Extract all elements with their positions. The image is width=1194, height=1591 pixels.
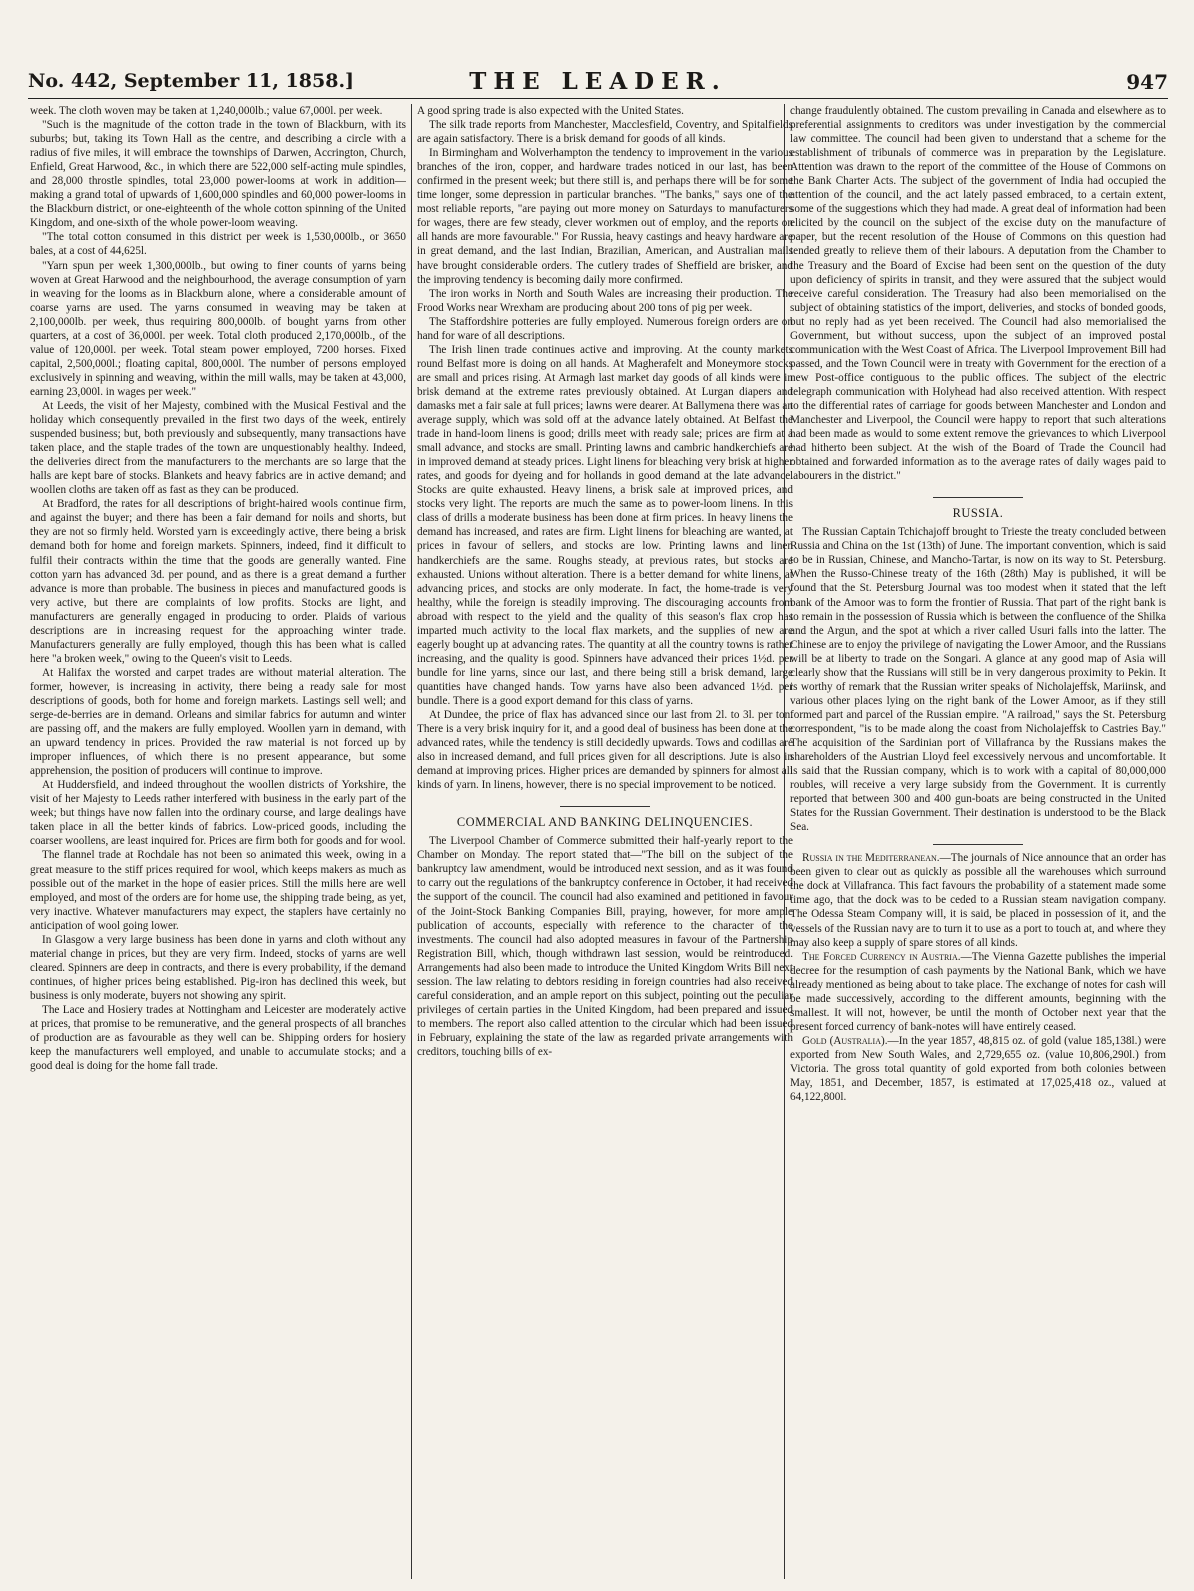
column-3 [790, 104, 1166, 1579]
paragraph: At Dundee, the price of flax has advanced since our last from 2l. to 3l. per ton. There is a very brisk inquiry for it, and a good deal of business has been done at the advanced rates, while the tendency is still decidedly upwards. Tows and codillas are also in increased demand, and full prices given for all descriptions. Jute is also in demand at improving prices. Higher prices are demanded by spinners for almost all kinds of yarn. In linens, however, there is no special improvement to be noticed. [417, 709, 793, 792]
section-rule [933, 497, 1023, 498]
paragraph: week. The cloth woven may be taken at 1,240,000lb.; value 67,000l. per week. [30, 105, 383, 117]
paper-title: THE LEADER. [469, 68, 727, 95]
paragraph: The silk trade reports from Manchester, Macclesfield, Coventry, and Spitalfields are again satisfactory. There is a brisk demand for goods of all kinds. [417, 119, 793, 146]
paragraph [790, 851, 1166, 949]
masthead [28, 70, 1168, 100]
paragraph: change fraudulently obtained. The custom prevailing in Canada and elsewhere as to preferential assignments to creditors was under investigation by the commercial law committee. The council had been given to understand that a scheme for the establishment of tribunals of commerce was in preparation by the Legislature. Attention was drawn to the report of the committee of the House of Commons on the Bank Charter Acts. The subject of the government of India had occupied the attention of the council, and the act lately passed embraced, to a certain extent, some of the suggestions which they had made. A great deal of information had been elicited by the council on the subject of the excise duty on the manufacture of paper, but the recent resolution of the House of Commons on this question had tended greatly to relieve them of their labours. A deputation from the Chamber to the Treasury and the Board of Excise had been sent on the question of the duty upon deficiency of spirits in transit, and they were assured that the subject would receive careful consideration. The Treasury had also been memorialised on the subject of obtaining statistics of the import, deliveries, and stocks of bonded goods, but no reply had as yet been received. The Council had also memorialised the Government, but without success, upon the subject of an improved postal communication with the West Coast of Africa. The Liverpool Improvement Bill had passed, and the Town Council were in treaty with Government for the erection of a new Post-office contiguous to the public offices. The subject of the electric telegraph communication with Holyhead had also received attention. With respect to the differential rates of carriage for goods between Manchester and London and Manchester and Liverpool, the Council were happy to report that such alterations had been made as would to some extent remove the grievances to which Liverpool had hitherto been subject. At the wish of the Board of Trade the Council had obtained and forwarded information as to the average rates of daily wages paid to labourers in the district." [790, 105, 1166, 483]
run-in-heading: Gold (Australia). [802, 1034, 888, 1047]
column-1 [30, 104, 406, 1579]
paragraph: At Huddersfield, and indeed throughout the woollen districts of Yorkshire, the visit of her Majesty to Leeds rather interfered with business in the early part of the week; but things have now fallen into the ordinary course, and large dealings have taken place in all the better kinds of fabrics. Low-priced goods, including the coarser woollens, are least inquired for. Prices are firm both for goods and for wool. [30, 779, 406, 848]
page-number: 947 [1126, 70, 1168, 94]
column-2 [417, 104, 793, 1579]
paragraph: At Bradford, the rates for all descriptions of bright-haired wools continue firm, and against the buyer; and there has been a fair demand for noils and shorts, but they are not so firmly held. Worsted yarn is exceedingly active, there being a brisk demand both for home and foreign markets. Spinners, indeed, find it difficult to fulfil their contracts within the time that the goods are generally wanted. Fine cotton yarn has advanced 3d. per pound, and as there is a great demand a further advance is more than probable. The business in pieces and manufactured goods is very active, but there are complaints of low profits. Stocks are light, and manufacturers are generally engaged in producing to order. Plaids of various descriptions are in increasing request for the approaching winter trade. Manufacturers generally are fully employed, though this has been what is called here "a broken week," owing to the Queen's visit to Leeds. [30, 498, 406, 665]
paragraph: The Russian Captain Tchichajoff brought to Trieste the treaty concluded between Russia and China on the 1st (13th) of June. The important convention, which is said to be in Russian, Chinese, and Mancho-Tartar, is now on its way to St. Petersburg. When the Russo-Chinese treaty of the 16th (28th) May is published, it will be found that the St. Petersburg Journal was too modest when it stated that the left bank of the Amoor was to form the frontier of Russia. That part of the right bank is to remain in the possession of Russia which is between the confluence of the Shilka and the Argun, and the spot at which a river called Usuri falls into the latter. The Chinese are to enjoy the privilege of navigating the Lower Amoor, and the Russians will be at liberty to trade on the Songari. A glance at any good map of Asia will clearly show that the Russians will still be in very dangerous proximity to Pekin. It is worthy of remark that the Russian writer speaks of Nicholajeffsk, Mariinsk, and various other places lying on the right bank of the Lower Amoor, as if they still formed part and parcel of the Russian empire. "A railroad," says the St. Petersburg correspondent, "is to be made along the coast from Nicholajeffsk to Castries Bay." The acquisition of the Sardinian port of Villafranca by the Russians makes the shareholders of the Austrian Lloyd feel excessively nervous and uncomfortable. It is said that the Russian company, which is to work with a capital of 80,000,000 roubles, will receive a very large subsidy from the Government. It is currently reported that between 300 and 400 gun-boats are being constructed in the United States for the Russian Government. Their destination is understood to be the Black Sea. [790, 526, 1166, 834]
issue-line: No. 442, September 11, 1858.] [28, 70, 355, 92]
section-rule [560, 806, 650, 807]
paragraph: In Birmingham and Wolverhampton the tendency to improvement in the various branches of the iron, copper, and hardware trades noticed in our last, has been confirmed in the present week; but there still is, and perhaps there will be for some time longer, some depression in particular branches. "The banks," says one of the most reliable reports, "are paying out more money on Saturdays to manufacturers for wages, there are few steady, clever workmen out of employ, and the reports on all hands are more favourable." For Russia, heavy castings and heavy hardware are in great demand, and the last Indian, Brazilian, American, and Australian mails have brought considerable orders. The cutlery trades of Sheffield are brisker, and the improving tendency is becoming daily more confirmed. [417, 147, 793, 286]
paragraph: The Liverpool Chamber of Commerce submitted their half-yearly report to the Chamber on Monday. The report stated that—"The bill on the subject of the bankruptcy law amendment, would be introduced next session, and as it was found to carry out the regulations of the bankruptcy conference in October, it had received the support of the council. The council had also examined and petitioned in favour of the Joint-Stock Banking Companies Bill, praying, however, for more ample publication of accounts, especially with reference to the character of the investments. The council had also adopted measures in favour of the Partnership Registration Bill, which, though withdrawn last session, would be reintroduced. Arrangements had also been made to introduce the United Kingdom Writs Bill next session. The law relating to debtors residing in foreign countries had also received careful consideration, and an ample report on this subject, pointing out the peculiar privileges of certain parties in the United Kingdom, had been prepared and issued to members. The report also called attention to the circular which had been issued in February, explaining the state of the law as regarded private arrangements with creditors, touching bills of ex- [417, 835, 793, 1058]
paragraph: The Irish linen trade continues active and improving. At the county markets round Belfast more is doing on all hands. At Magherafelt and Moneymore stocks are small and prices rising. At Armagh last market day goods of all kinds were in brisk demand at the extreme rates previously obtained. At Lurgan diapers and damasks met a fair sale at full prices; lawns were dearer. At Ballymena there was an average supply, which was sold off at the advance lately obtained. At Belfast the trade in hand-loom linens is good; drills meet with ready sale; prices are firm at a small advance, and stocks are small. Printing lawns and cambric handkerchiefs are in improved demand at steady prices. Light linens for bleaching very brisk at higher rates, and goods for dyeing and for hollands in good demand at the late advance. Stocks are quite exhausted. Heavy linens, a brisk sale at improved prices, and stocks very light. The reports are much the same as to power-loom linens. In this class of drills a moderate business has been done at firm prices. In heavy linens the demand has increased, and rates are firm. Light linens for bleaching are wanted, at prices in favour of sellers, and stocks are low. Printing lawns and linen handkerchiefs are the same. Roughs steady, at previous rates, but stocks are exhausted. Unions without alteration. There is a better demand for white linens, at advancing prices, and stocks are only moderate. In fact, the home-trade is very healthy, while the foreign is steadily improving. The discouraging accounts from abroad with respect to the yield and the quality of this season's flax crop has imparted much activity to the local flax markets, and the supplies of new are eagerly bought up at advancing rates. The quantity at all the country towns is rather increasing, and the quality is good. Spinners have advanced their prices 1½d. per bundle for line yarns, since our last, and there being still a brisk demand, large quantities have changed hands. Tow yarns have also been advanced 1½d. per bundle. There is a good export demand for this class of yarns. [417, 343, 793, 707]
paragraph: At Halifax the worsted and carpet trades are without material alteration. The former, however, is increasing in activity, there being a ready sale for most descriptions of goods, both for home and foreign markets. Lastings sell well; and serge-de-berries are in demand. Orleans and similar fabrics for autumn and winter are passing off, and the makers are fully employed. Woollen yarn in demand, with an upward tendency in prices. Provided the raw material is not forced up by improper influences, of which there is no present appearance, but some apprehension, the position of producers will continue to improve. [30, 666, 406, 778]
paragraph: A good spring trade is also expected with the United States. [417, 105, 684, 117]
commercial-heading: COMMERCIAL AND BANKING DELINQUENCIES. [456, 815, 754, 830]
paragraph: In Glasgow a very large business has been done in yarns and cloth without any material change in prices, but they are very firm. Indeed, stocks of yarns are well cleared. Spinners are deep in contracts, and there is every probability, if the demand continues, of higher prices being established. Pig-iron has declined this week, but business is only moderate, buyers not showing any spirit. [30, 933, 406, 1002]
paragraph: The Lace and Hosiery trades at Nottingham and Leicester are moderately active at prices, that promise to be remunerative, and the general prospects of all branches of production are as favourable as they well can be. Shipping orders for hosiery keep the manufacturers well employed, and unable to accumulate stocks; and a good deal is doing for the home fall trade. [30, 1004, 406, 1073]
paragraph: At Leeds, the visit of her Majesty, combined with the Musical Festival and the holiday which consequently prevailed in the first two days of the week, entirely suspended business; but, both previously and subsequently, many transactions have taken place, and the staple trades of the town are unquestionably healthy. Indeed, the deliveries direct from the manufacturers to the merchants are so large that the halls are kept bare of stocks. Blankets and heavy fabrics are in active demand; and woollen cloths are taken off as fast as they can be produced. [30, 399, 406, 497]
paragraph: "Such is the magnitude of the cotton trade in the town of Blackburn, with its suburbs; but, taking its Town Hall as the centre, and describing a circle with a radius of five miles, it will embrace the townships of Darwen, Accrington, Church, Enfield, Great Harwood, &c., in which there are 522,000 self-acting mule spindles, and 28,000 throstle spindles, total 23,000 power-looms at work in addition—making a grand total of upwards of 1,600,000 spindles and 60,000 power-looms in the Blackburn district, or one-eighteenth of the whole cotton spinning of the United Kingdom, and one-sixth of the whole power-loom weaving. [30, 119, 406, 230]
paragraph: "Yarn spun per week 1,300,000lb., but owing to finer counts of yarns being woven at Great Harwood and the neighbourhood, the average consumption of yarn in weaving for the looms as in Blackburn alone, where a considerable amount of coarse yarns are used. The yarns consumed in weaving may be taken at 2,100,000lb. per week, thus requiring 800,000lb. of bought yarns from other quarters, at a cost of 36,000l. per week. Total cloth produced 2,170,000lb., of the value of 120,000l. per week. Total steam power employed, 7200 horses. Fixed capital, 2,500,000l.; floating capital, 800,000l. The number of persons employed exclusively in spinning and weaving, within the mill walls, may be taken at 43,000, earning 23,000l. in wages per week." [30, 259, 406, 398]
paragraph: The flannel trade at Rochdale has not been so animated this week, owing in a great measure to the stiff prices required for wool, which keeps makers as much as possible out of the market in the hope of easier prices. Still the mills here are well employed, and most of the orders are for home use, the shipping trade being, as yet, very inactive. Whatever manufacturers may expect, the staplers have certainly no anticipation of wool going lower. [30, 849, 406, 932]
paragraph: The iron works in North and South Wales are increasing their production. The Frood Works near Wrexham are producing about 200 tons of pig per week. [417, 287, 793, 314]
run-in-text: —The Vienna Gazette publishes the imperial decree for the resumption of cash payments by the National Bank, which we have already mentioned as being about to take place. The exchange of notes for cash will be made successively, according to the different amounts, beginning with the smallest. It will not, however, be until the month of October next year that the present forced currency of bank-notes will have entirely ceased. [790, 950, 1166, 1033]
paragraph: The Staffordshire potteries are fully employed. Numerous foreign orders are on hand for ware of all descriptions. [417, 315, 793, 342]
masthead-rule [28, 98, 1168, 99]
paragraph [790, 1034, 1166, 1104]
paragraph: "The total cotton consumed in this district per week is 1,530,000lb., or 3650 bales, at a cost of 44,625l. [30, 231, 406, 258]
run-in-text: —In the year 1857, 48,815 oz. of gold (value 185,138l.) were exported from New South Wales, and 2,729,655 oz. (value 10,806,290l.) from Victoria. The gross total quantity of gold exported from both colonies between May, 1851, and December, 1857, is estimated at 17,025,418 oz., valued at 64,122,800l. [790, 1034, 1166, 1104]
column-divider [411, 104, 412, 1579]
paragraph [790, 950, 1166, 1034]
russia-heading: RUSSIA. [952, 506, 1004, 521]
section-rule [933, 844, 1023, 845]
run-in-heading: Russia in the Mediterranean. [802, 852, 940, 865]
run-in-text: —The journals of Nice announce that an order has been given to clear out as quickly as possible all the warehouses which surround the dock at Villafranca. This fact favours the probability of a statement made some time ago, that the dock was to be ceded to a Russian steam navigation company. The Odessa Steam Company will, it is said, be placed in possession of it, and the vessels of the Russian navy are to turn it to use as a port to touch at, and where they may also keep a supply of spare stores of all kinds. [790, 852, 1166, 949]
run-in-heading: The Forced Currency in Austria. [802, 950, 961, 963]
